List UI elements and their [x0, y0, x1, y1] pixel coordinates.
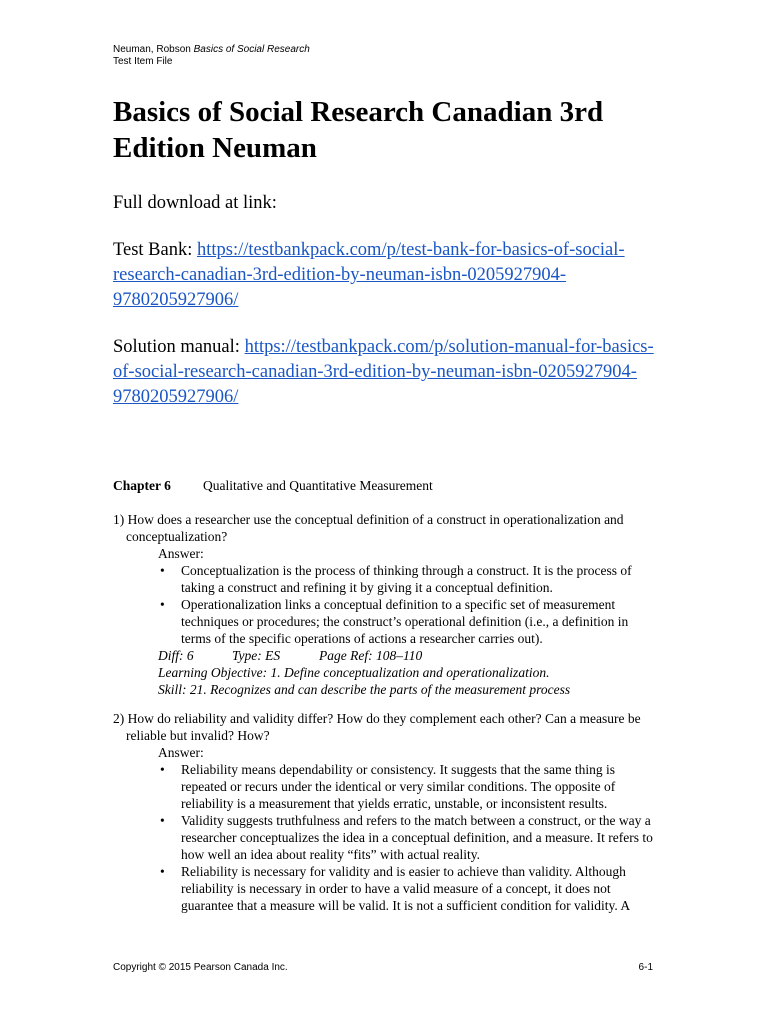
solution-manual-paragraph: [113, 335, 658, 410]
header-authors: Neuman, Robson: [113, 44, 191, 55]
answer-label: Answer:: [158, 745, 204, 760]
page-reference: Page Ref: 108–110: [319, 648, 423, 663]
header-subtitle: Test Item File: [113, 56, 173, 67]
answer-bullet: • Validity suggests truthfulness and refers to the match between a construct, or the way a researcher conceptualizes the idea in a conceptual definition, and a measure. It refers to how well an idea about reality “fits” with actual reality.: [160, 813, 653, 862]
question-1: [113, 511, 653, 698]
solution-manual-link[interactable]: https://testbankpack.com/p/solution-manual-for-basics-of-social-research-canadian-3rd-edition-by-neuman-isbn-0205927904-9780205927906/: [113, 337, 654, 407]
bullet-icon: •: [160, 813, 165, 828]
test-bank-link[interactable]: https://testbankpack.com/p/test-bank-for-basics-of-social-research-canadian-3rd-edition-by-neuman-isbn-0205927904-9780205927906/: [113, 240, 625, 310]
chapter-number: Chapter 6: [113, 478, 171, 493]
learning-objective: Learning Objective: 1. Define conceptualization and operationalization.: [158, 665, 550, 680]
download-label: Full download at link:: [113, 193, 277, 213]
chapter-title: Qualitative and Quantitative Measurement: [203, 478, 433, 493]
question-meta: [158, 647, 653, 664]
answer-bullet: • Reliability is necessary for validity and is easier to achieve than validity. Although reliability is necessary in order to have a valid measure of a concept, it does not guarantee that a measure will be valid. It is not a sufficient condition for validity. A: [160, 864, 631, 913]
chapter-heading: [113, 477, 433, 494]
answer-list: [158, 562, 653, 647]
answer-bullet: • Conceptualization is the process of thinking through a construct. It is the process of taking a construct and refining it by giving it a conceptual definition.: [160, 563, 632, 595]
bullet-icon: •: [160, 563, 165, 578]
difficulty: Diff: 6: [158, 648, 194, 663]
answer-list: [158, 761, 653, 914]
bullet-icon: •: [160, 597, 165, 612]
answer-bullet: • Operationalization links a conceptual definition to a specific set of measurement techniques or procedures; the construct’s operational definition (i.e., a definition in terms of the specific operations of actions a researcher carries out).: [160, 597, 629, 646]
question-type: Type: ES: [232, 648, 281, 663]
skill: Skill: 21. Recognizes and can describe the parts of the measurement process: [158, 682, 571, 697]
running-header: [113, 44, 310, 68]
question-text: 1) How does a researcher use the conceptual definition of a construct in operationalization and conceptualization?: [113, 512, 624, 544]
test-bank-label: Test Bank:: [113, 240, 193, 260]
solution-manual-label: Solution manual:: [113, 337, 240, 357]
question-2: [113, 710, 653, 914]
page-number: 6-1: [638, 962, 653, 973]
copyright-text: Copyright © 2015 Pearson Canada Inc.: [113, 962, 288, 973]
page-footer: [113, 962, 653, 974]
answer-bullet: • Reliability means dependability or consistency. It suggests that the same thing is repeated or recurs under the identical or very similar conditions. The opposite of reliability is a measurement that yields erratic, unstable, or inconsistent results.: [160, 762, 616, 811]
test-bank-paragraph: [113, 238, 658, 313]
header-book-title: Basics of Social Research: [193, 44, 310, 55]
bullet-icon: •: [160, 864, 165, 879]
bullet-icon: •: [160, 762, 165, 777]
answer-label: Answer:: [158, 546, 204, 561]
page-title: Basics of Social Research Canadian 3rd Edition Neuman: [113, 96, 604, 164]
question-text: 2) How do reliability and validity differ? How do they complement each other? Can a measure be reliable but invalid? How?: [113, 711, 641, 743]
